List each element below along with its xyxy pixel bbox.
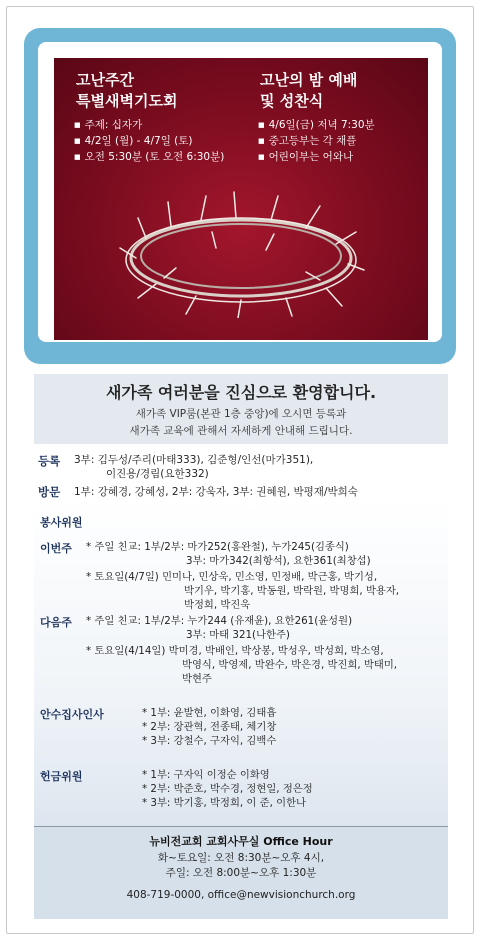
ushers-line: * 1부: 윤발현, 이화영, 김태흡: [142, 707, 277, 719]
office-contact: 408-719-0000, office@newvisionchurch.org: [126, 889, 356, 901]
next-week-label: 다음주: [40, 616, 72, 629]
ushers-label: 안수집사인사: [40, 708, 104, 721]
next-week-line: 박영식, 박영제, 박완수, 박은경, 박진희, 박태미,: [182, 659, 398, 671]
service-committee-section: [34, 500, 448, 826]
offering-line: * 1부: 구자익 이정순 이화영: [142, 769, 270, 781]
this-week-line: 박정희, 박진욱: [184, 599, 251, 611]
office-hours: 화~토요일: 오전 8:30분~오후 4시, 주일: 오전 8:00분~오후 1:30분: [157, 852, 325, 879]
visit-label: 방문: [38, 485, 61, 499]
ushers-line: * 3부: 강철수, 구자익, 김백수: [142, 735, 277, 747]
crown-of-thorns-icon: [116, 188, 366, 318]
office-title: 뉴비전교회 교회사무실 Office Hour: [149, 835, 333, 848]
this-week-line: 박기우, 박기홍, 박동원, 박락원, 박명희, 박용자,: [184, 585, 400, 597]
service-title: 봉사위원: [40, 516, 83, 529]
offering-line: * 3부: 박기홍, 박정희, 이 준, 이한나: [142, 797, 306, 809]
offering-line: * 2부: 박준호, 박수경, 정현일, 정은정: [142, 783, 313, 795]
office-hours-section: [34, 826, 448, 919]
poster-right-item: ■ 어린이부는 어와나: [258, 150, 353, 166]
poster-left-item: ■ 4/2일 (월) - 4/7일 (토): [74, 134, 193, 150]
welcome-title: 새가족 여러분을 진심으로 환영합니다.: [105, 383, 377, 402]
welcome-text: 새가족 VIP룸(본관 1층 중앙)에 오시면 등록과 새가족 교육에 관해서 자세하게 안내해 드립니다.: [129, 408, 353, 437]
poster-left-title: 고난주간 특별새벽기도회: [76, 71, 178, 110]
visit-line: 1부: 강혜경, 강혜성, 2부: 강욱자, 3부: 권혜원, 박평재/박희숙: [74, 486, 358, 498]
poster-image: [54, 58, 428, 340]
welcome-section: [34, 374, 448, 444]
next-week-line: 박현주: [182, 673, 212, 685]
poster-left-item: ■ 주제: 십자가: [74, 118, 142, 134]
this-week-line: * 토요일(4/7일) 민미나, 민상욱, 민소영, 민정배, 박근홍, 박기성,: [86, 571, 378, 583]
poster-right-item: ■ 중고등부는 각 채플: [258, 134, 356, 150]
offering-label: 헌금위원: [40, 770, 83, 783]
this-week-line: * 주일 친교: 1부/2부: 마가252(홍완철), 누가245(김종식): [86, 541, 349, 553]
next-week-line: * 주일 친교: 1부/2부: 누가244 (유재윤), 요한261(윤성원): [86, 615, 353, 627]
this-week-label: 이번주: [40, 542, 72, 555]
poster-left-item: ■ 오전 5:30분 (토 오전 6:30분): [74, 150, 224, 166]
registration-label: 등록: [38, 454, 61, 468]
next-week-line: * 토요일(4/14일) 박미경, 박배인, 박상봉, 박성우, 박성희, 박소영,: [86, 645, 384, 657]
ushers-line: * 2부: 장관혁, 전종태, 체기창: [142, 721, 277, 733]
registration-line: 이진용/경림(요한332): [106, 468, 209, 480]
registration-line: 3부: 김두성/주리(마태333), 김준형/인선(마가351),: [74, 454, 314, 466]
next-week-line: 3부: 마태 321(나한주): [186, 629, 290, 641]
poster-right-item: ■ 4/6일(금) 저녁 7:30분: [258, 118, 375, 134]
this-week-line: 3부: 마가342(최항석), 요한361(최창섭): [186, 555, 371, 567]
poster-right-title: 고난의 밤 예배 및 성찬식: [260, 71, 358, 110]
